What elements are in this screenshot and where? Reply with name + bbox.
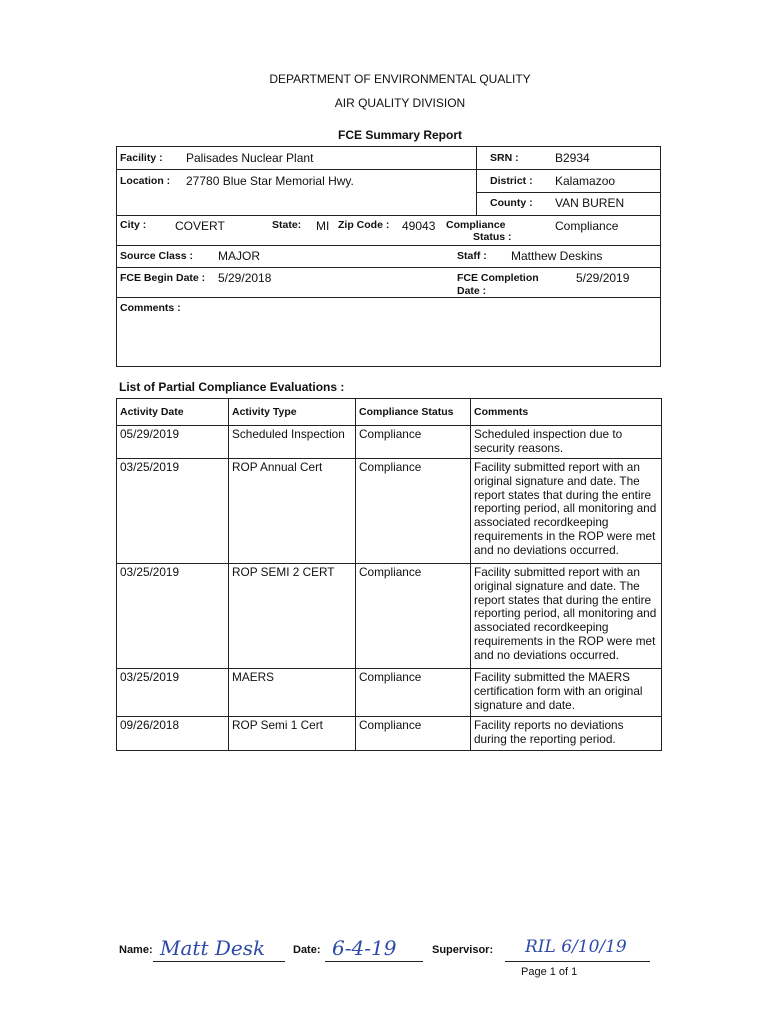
- comments-cell: Facility submitted report with an original signature and date. The report states that during the entire reporting period, all monitoring and associated recordkeeping requirements in the ROP were met and no deviations occurred.: [471, 564, 662, 669]
- activity-type-cell: Scheduled Inspection: [229, 426, 356, 459]
- column-header-activity-type: Activity Type: [229, 399, 356, 426]
- department-heading: DEPARTMENT OF ENVIRONMENTAL QUALITY: [269, 72, 531, 86]
- county-label: County :: [490, 197, 533, 209]
- date-signature-line: [325, 961, 423, 962]
- summary-row-line: [116, 215, 661, 216]
- comments-cell: Facility submitted report with an original signature and date. The report states that during the entire reporting period, all monitoring and associated recordkeeping requirements in the ROP were met and no deviations occurred.: [471, 459, 662, 564]
- activity-date-cell: 03/25/2019: [117, 669, 229, 717]
- summary-row-line: [476, 192, 661, 193]
- district-value: Kalamazoo: [555, 174, 616, 188]
- compliance-status-cell: Compliance: [356, 564, 471, 669]
- report-title: FCE Summary Report: [337, 128, 463, 142]
- table-row: [117, 564, 662, 669]
- activity-type-cell: ROP Annual Cert: [229, 459, 356, 564]
- activity-type-cell: ROP SEMI 2 CERT: [229, 564, 356, 669]
- completion-date-label-2: Date :: [457, 285, 487, 297]
- table-row: [117, 426, 662, 459]
- zip-label: Zip Code :: [338, 219, 390, 231]
- supervisor-label: Supervisor:: [432, 944, 494, 956]
- location-value: 27780 Blue Star Memorial Hwy.: [186, 174, 354, 188]
- source-class-value: MAJOR: [218, 249, 260, 263]
- compliance-status-label-2: Status :: [473, 231, 512, 243]
- comments-cell: Facility reports no deviations during the reporting period.: [471, 717, 662, 751]
- table-row: [117, 669, 662, 717]
- comments-cell: Facility submitted the MAERS certification form with an original signature and date.: [471, 669, 662, 717]
- name-signature: Matt Desk: [160, 936, 266, 960]
- summary-divider: [476, 146, 477, 215]
- activity-type-cell: ROP Semi 1 Cert: [229, 717, 356, 751]
- source-class-label: Source Class :: [120, 250, 193, 262]
- zip-value: 49043: [402, 219, 436, 233]
- activity-date-cell: 09/26/2018: [117, 717, 229, 751]
- summary-row-line: [116, 297, 661, 298]
- evaluations-title: List of Partial Compliance Evaluations :: [119, 380, 345, 394]
- column-header-compliance-status: Compliance Status: [356, 399, 471, 426]
- district-label: District :: [490, 175, 533, 187]
- activity-date-cell: 03/25/2019: [117, 564, 229, 669]
- facility-label: Facility :: [120, 152, 163, 164]
- county-value: VAN BUREN: [555, 196, 625, 210]
- table-header-row: [117, 399, 662, 426]
- activity-date-cell: 05/29/2019: [117, 426, 229, 459]
- begin-date-value: 5/29/2018: [218, 271, 272, 285]
- city-value: COVERT: [175, 219, 225, 233]
- staff-label: Staff :: [457, 250, 487, 262]
- division-heading: AIR QUALITY DIVISION: [334, 96, 466, 110]
- begin-date-label: FCE Begin Date :: [120, 272, 206, 284]
- comments-cell: Scheduled inspection due to security reasons.: [471, 426, 662, 459]
- compliance-status-cell: Compliance: [356, 669, 471, 717]
- activity-date-cell: 03/25/2019: [117, 459, 229, 564]
- compliance-status-cell: Compliance: [356, 717, 471, 751]
- column-header-comments: Comments: [471, 399, 662, 426]
- summary-row-line: [116, 267, 661, 268]
- name-label: Name:: [119, 944, 153, 956]
- completion-date-value: 5/29/2019: [576, 271, 630, 285]
- location-label: Location :: [120, 175, 171, 187]
- summary-row-line: [116, 169, 661, 170]
- evaluations-table: [116, 398, 662, 751]
- srn-value: B2934: [555, 151, 590, 165]
- compliance-status-cell: Compliance: [356, 459, 471, 564]
- activity-type-cell: MAERS: [229, 669, 356, 717]
- name-signature-line: [153, 961, 285, 962]
- date-label: Date:: [293, 944, 321, 956]
- srn-label: SRN :: [490, 152, 519, 164]
- date-handwritten: 6-4-19: [332, 936, 397, 960]
- comments-label: Comments :: [120, 302, 181, 314]
- supervisor-handwritten: RIL 6/10/19: [525, 937, 627, 957]
- compliance-status-label: Compliance: [446, 219, 506, 231]
- table-row: [117, 459, 662, 564]
- staff-value: Matthew Deskins: [511, 249, 603, 263]
- supervisor-signature-line: [505, 961, 650, 962]
- compliance-status-value: Compliance: [555, 219, 619, 233]
- state-value: MI: [316, 219, 330, 233]
- completion-date-label: FCE Completion: [457, 272, 539, 284]
- page-number: Page 1 of 1: [521, 966, 578, 978]
- city-label: City :: [120, 219, 147, 231]
- facility-value: Palisades Nuclear Plant: [186, 151, 314, 165]
- column-header-activity-date: Activity Date: [117, 399, 229, 426]
- state-label: State:: [272, 219, 302, 231]
- summary-row-line: [116, 245, 661, 246]
- compliance-status-cell: Compliance: [356, 426, 471, 459]
- table-row: [117, 717, 662, 751]
